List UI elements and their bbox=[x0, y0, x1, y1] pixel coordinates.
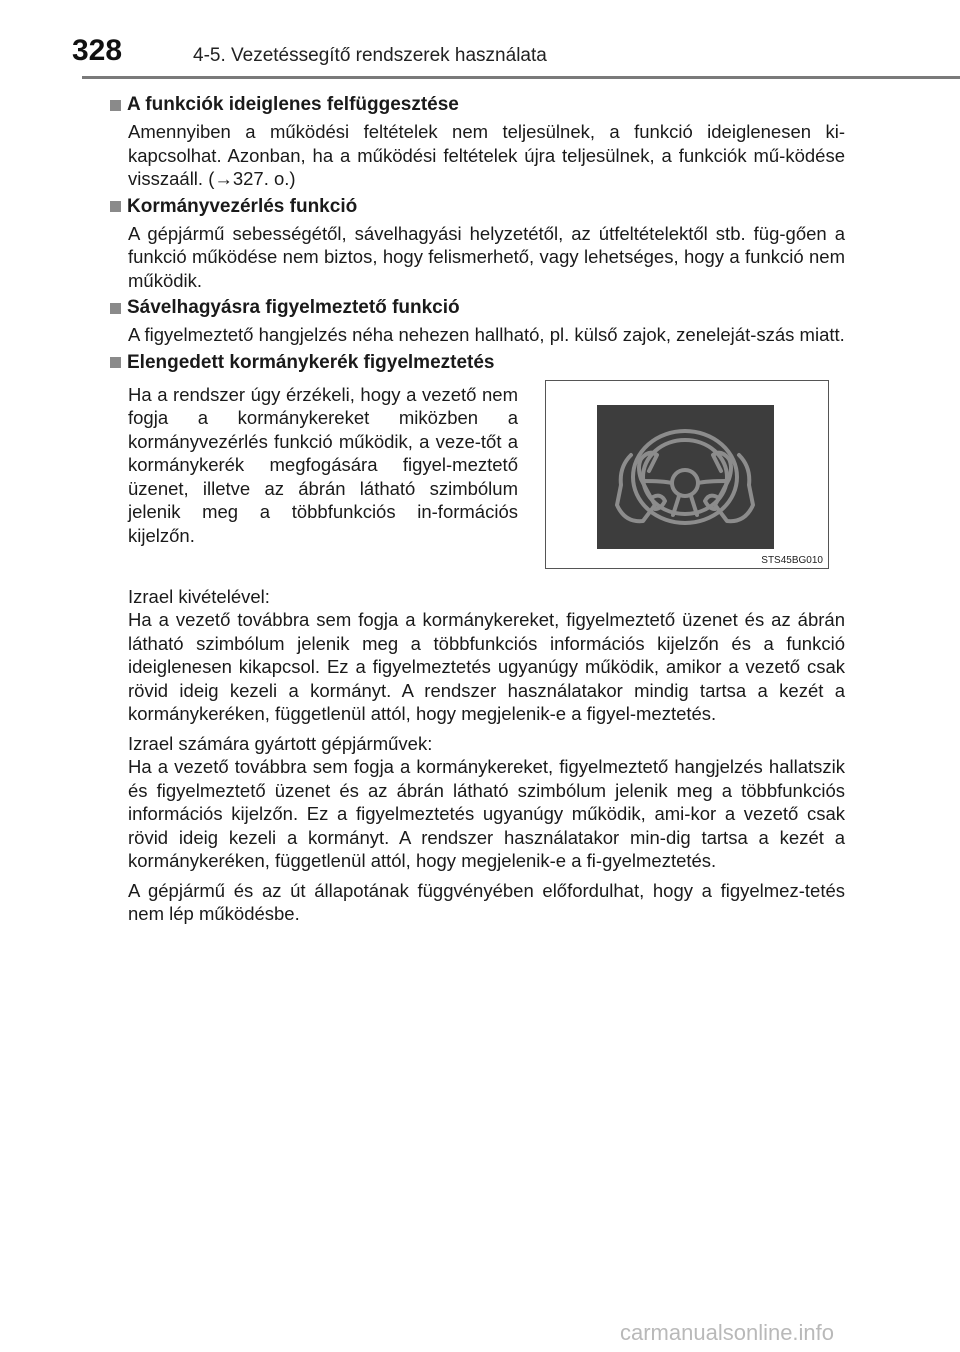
page-content bbox=[110, 92, 845, 929]
bullet-square-icon bbox=[110, 357, 121, 368]
watermark: carmanualsonline.info bbox=[620, 1320, 835, 1345]
paragraph-label: Izrael kivételével: bbox=[128, 585, 270, 607]
page-header bbox=[0, 0, 960, 80]
bullet-square-icon bbox=[110, 100, 121, 111]
section-title: Sávelhagyásra figyelmeztető funkció bbox=[127, 297, 460, 318]
section-lane-departure bbox=[110, 295, 845, 347]
paragraph: Ha a vezető továbbra sem fogja a kormánykereket, figyelmeztető üzenet és az ábrán látható szimbólum jelenik meg a többfunkciós információs kijelzőn és a funkció ideiglenesen kikapcsol. Ez a figyelmeztetés ugyanúgy működik, amikor a vezető csak rövid ideig kezeli a kormányt. A rendszer használatakor mindig tartsa a kezét a kormánykeréken, függetlenül attól, hogy megjelenik-e a figyel-meztetés. bbox=[128, 609, 845, 724]
figure-description: Ha a rendszer úgy érzékeli, hogy a vezető nem fogja a kormánykereket miközben a kormányvezérlés funkció működik, a veze-tőt a kormánykerék megfogására figyel-meztető üzenet, illetve az ábrán látható szimbólum jelenik meg a többfunkciós in-formációs kijelzőn. bbox=[128, 383, 518, 546]
figure-code: STS45BG010 bbox=[761, 554, 823, 566]
paragraph: A figyelmeztető hangjelzés néha nehezen hallható, pl. külső zajok, zeneleját-szás miatt. bbox=[128, 324, 845, 345]
section-hands-off-warning bbox=[110, 350, 845, 926]
bullet-square-icon bbox=[110, 201, 121, 212]
figure-row bbox=[128, 380, 845, 569]
page-number: 328 bbox=[72, 34, 123, 67]
section-title: A funkciók ideiglenes felfüggesztése bbox=[127, 94, 459, 115]
section-suspension bbox=[110, 92, 845, 191]
hands-on-steering-wheel-icon bbox=[597, 405, 774, 549]
bullet-square-icon bbox=[110, 303, 121, 314]
paragraph: A gépjármű sebességétől, sávelhagyási helyzetétől, az útfeltételektől stb. füg-gően a funkció működése nem biztos, hogy felismerhető, vagy lehetséges, hogy a funkció nem működik. bbox=[128, 222, 845, 291]
section-title: Elengedett kormánykerék figyelmeztetés bbox=[127, 351, 495, 373]
section-heading bbox=[110, 350, 845, 376]
display-screen bbox=[597, 405, 774, 549]
section-steering-control bbox=[110, 194, 845, 293]
figure-frame bbox=[545, 380, 829, 569]
section-title: Kormányvezérlés funkció bbox=[127, 195, 358, 217]
header-rule bbox=[82, 76, 960, 79]
warning-details bbox=[110, 585, 845, 926]
section-heading bbox=[110, 194, 845, 220]
chapter-title: 4-5. Vezetéssegítő rendszerek használata bbox=[193, 45, 547, 66]
paragraph: Ha a vezető továbbra sem fogja a kormánykereket, figyelmeztető hangjelzés hallatszik és figyelmeztető üzenet és az ábrán látható szimbólum jelenik meg a többfunkciós információs kijelzőn. Ez a figyelmeztetés ugyanúgy működik, ami-kor a vezető csak rövid ideig kezeli a kormányt. A rendszer használatakor min-dig tartsa a kezét a kormánykeréken, függetlenül attól, hogy megjelenik-e a fi-gyelmeztetés. bbox=[128, 756, 845, 871]
section-heading bbox=[110, 295, 845, 321]
section-heading bbox=[110, 92, 845, 118]
paragraph: A gépjármű és az út állapotának függvényében előfordulhat, hogy a figyelmez-tetés nem lép működésbe. bbox=[128, 879, 845, 924]
paragraph-label: Izrael számára gyártott gépjárművek: bbox=[128, 732, 433, 754]
paragraph: Amennyiben a működési feltételek nem teljesülnek, a funkció ideiglenesen ki-kapcsolhat. Azonban, ha a működési feltételek újra teljesülnek, a funkciók mű-ködése visszaáll. (→327. o.) bbox=[128, 121, 845, 189]
